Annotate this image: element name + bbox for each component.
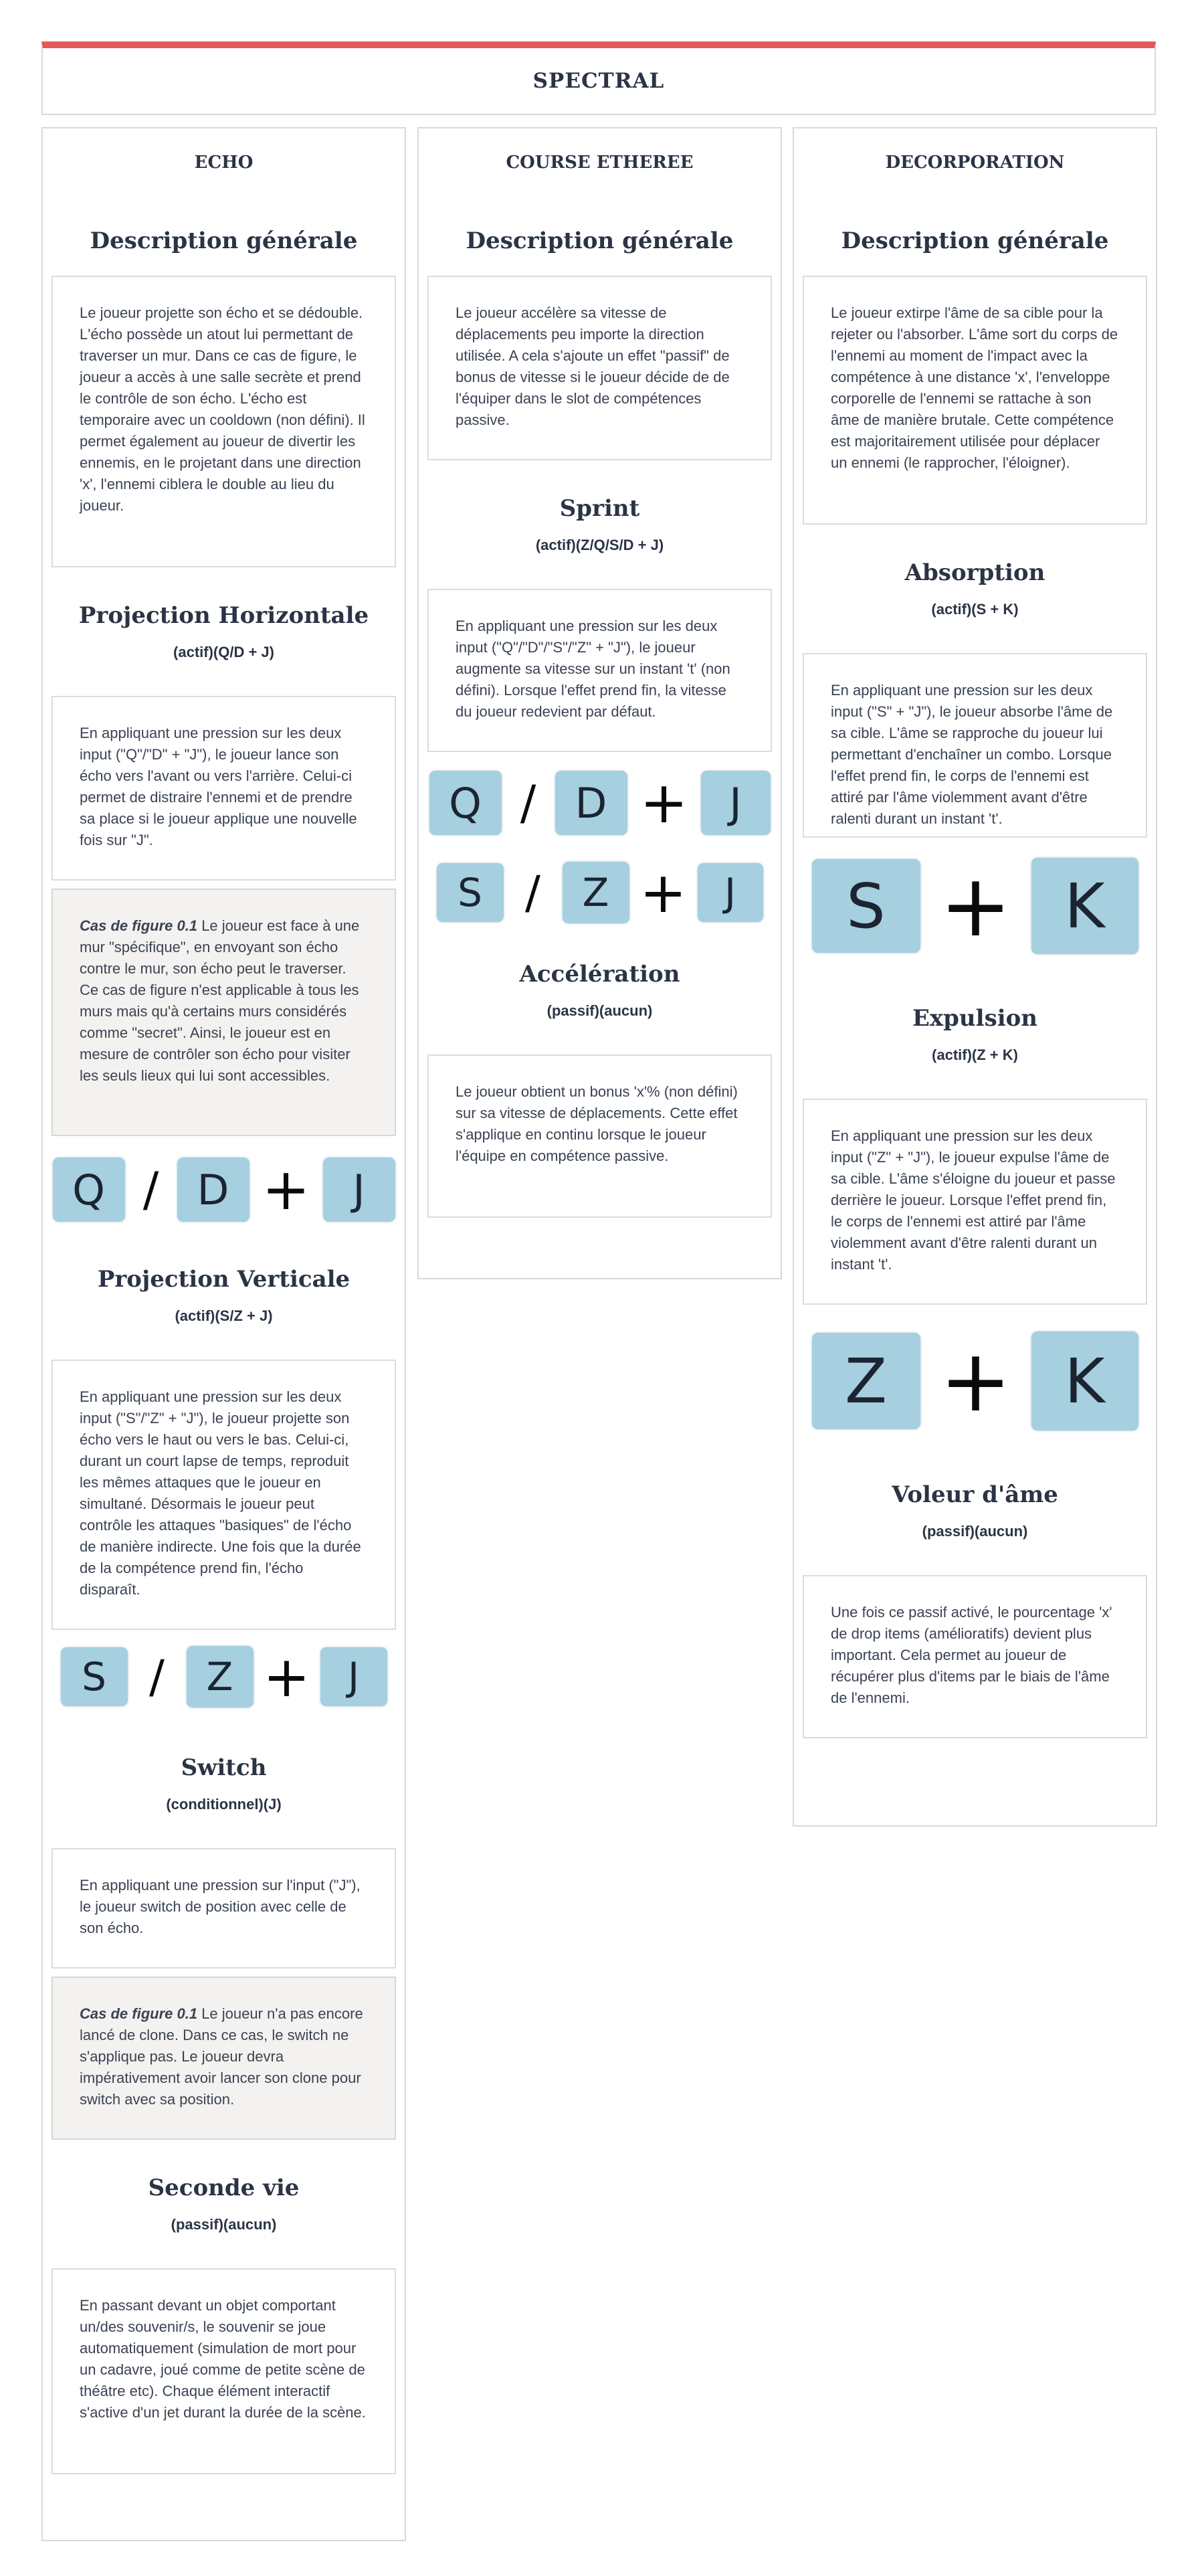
key-k: K	[1031, 858, 1138, 954]
plus-symbol: +	[939, 856, 1012, 956]
plus-symbol: +	[262, 1156, 310, 1223]
key-combo	[803, 1331, 1147, 1431]
slash-symbol: /	[149, 1650, 165, 1704]
plus-symbol: +	[639, 860, 687, 925]
case-box	[52, 889, 396, 1136]
section-subtitle: (actif)(Z/Q/S/D + J)	[535, 537, 664, 553]
key-d: D	[555, 771, 627, 835]
section-subtitle: (passif)(aucun)	[171, 2216, 277, 2233]
section-title: Expulsion	[912, 1005, 1038, 1032]
slash-symbol: /	[525, 866, 540, 919]
description-box: Une fois ce passif activé, le pourcentage 'x' de drop items (amélioratifs) devient plus important. Cela permet au joueur de récupérer plus d'items par le biais de l'âme de l'ennemi.	[803, 1575, 1147, 1738]
key-combo	[52, 1158, 396, 1222]
key-q: Q	[429, 771, 502, 835]
column-echo	[41, 127, 406, 2541]
description-box: En appliquant une pression sur les deux input ("Q"/"D"/"S"/"Z" + "J"), le joueur augmente sa vitesse sur un instant 't' (non défini). Lorsque l'effet prend fin, la vitesse du joueur redevient par défaut.	[427, 589, 772, 752]
key-q: Q	[53, 1158, 125, 1222]
plus-symbol: +	[939, 1331, 1012, 1431]
key-d: D	[177, 1158, 250, 1222]
key-j: J	[323, 1158, 395, 1222]
key-z: Z	[563, 862, 629, 923]
key-z: Z	[187, 1646, 254, 1708]
key-j: J	[701, 771, 771, 835]
section-subtitle: (conditionnel)(J)	[166, 1796, 282, 1813]
case-text: Le joueur est face à une mur "spécifique", en envoyant son écho contre le mur, son écho peut le traverser. Ce cas de figure n'est applicable à tous les murs mais qu'à certains murs considérés comme "secret". Ainsi, le joueur est en mesure de contrôler son écho pour visiter les seuls lieux qui lui sont accessibles.	[80, 917, 360, 1084]
page-title: SPECTRAL	[532, 69, 665, 93]
key-s: S	[437, 863, 504, 922]
column-title: DECORPORATION	[885, 153, 1065, 173]
section-title: Projection Horizontale	[78, 602, 369, 629]
section-title: Absorption	[904, 559, 1045, 586]
column-course-etheree	[417, 127, 782, 1279]
description-box: En appliquant une pression sur les deux input ("S"/"Z" + "J"), le joueur projette son écho vers le haut ou vers le bas. Celui-ci, durant un court lapse de temps, reproduit les mêmes attaques que le joueur en simultané. Désormais le joueur peut contrôle les attaques "basiques" de l'écho de manière indirecte. Une fois que la durée de la compétence prend fin, l'écho disparaît.	[52, 1360, 396, 1630]
description-box: En passant devant un objet comportant un/des souvenir/s, le souvenir se joue automatiquement (simulation de mort pour un cadavre, joué comme de petite scène de théâtre etc). Chaque élément interactif s'active d'un jet durant la durée de la scène.	[52, 2268, 396, 2474]
key-k: K	[1031, 1331, 1138, 1431]
case-text: Le joueur n'a pas encore lancé de clone. Dans ce cas, le switch ne s'applique pas. Le joueur devra impérativement avoir lancer son clone pour switch avec sa position.	[80, 2005, 363, 2108]
section-title: Accélération	[519, 961, 680, 988]
section-subtitle: (passif)(aucun)	[922, 1523, 1028, 1540]
section-subtitle: (actif)(S/Z + J)	[175, 1307, 273, 1324]
section-title: Projection Verticale	[97, 1266, 351, 1293]
section-subtitle: (actif)(S + K)	[931, 601, 1019, 618]
key-z: Z	[812, 1333, 920, 1429]
key-j: J	[320, 1647, 387, 1706]
key-combo	[803, 858, 1147, 954]
section-title: Seconde vie	[148, 2175, 300, 2201]
section-title: Sprint	[559, 495, 640, 522]
description-box: En appliquant une pression sur les deux input ("Z" + "J"), le joueur expulse l'âme de sa cible. L'âme s'éloigne du joueur et passe derrière le joueur. Lorsque l'effet prend fin, le corps de l'ennemi est attiré par l'âme violemment avant d'être ralenti durant un instant 't'.	[803, 1099, 1147, 1305]
key-s: S	[61, 1647, 128, 1706]
case-label: Cas de figure 0.1	[80, 2005, 198, 2022]
column-title: ECHO	[194, 153, 254, 173]
key-combo	[427, 771, 772, 835]
description-box: En appliquant une pression sur les deux input ("Q"/"D" + "J"), le joueur lance son écho vers l'avant ou vers l'arrière. Celui-ci permet de distraire l'ennemi et de prendre sa place si le joueur applique une nouvelle fois sur "J".	[52, 696, 396, 881]
description-box: Le joueur extirpe l'âme de sa cible pour la rejeter ou l'absorber. L'âme sort du corps de l'ennemi au moment de l'impact avec la compétence à une distance 'x', l'enveloppe corporelle de l'ennemi se rattache à son âme de manière brutale. Cette compétence est majoritairement utilisée pour déplacer un ennemi (le rapprocher, l'éloigner).	[803, 276, 1147, 525]
slash-symbol: /	[142, 1162, 159, 1217]
key-combo	[427, 862, 772, 923]
description-box: En appliquant une pression sur les deux input ("S" + "J"), le joueur absorbe l'âme de sa cible. L'âme se rapproche du joueur lui permettant d'enchaîner un combo. Lorsque l'effet prend fin, le corps de l'ennemi est attiré par l'âme violemment avant d'être ralenti durant un instant 't'.	[803, 653, 1147, 838]
section-title: Description générale	[841, 227, 1109, 254]
case-box	[52, 1976, 396, 2140]
column-title: COURSE ETHEREE	[506, 153, 694, 173]
key-j: J	[698, 863, 763, 922]
section-title: Description générale	[90, 227, 358, 254]
section-title: Switch	[181, 1754, 267, 1781]
description-box: Le joueur accélère sa vitesse de déplacements peu importe la direction utilisée. A cela s'ajoute un effet "passif" de bonus de vitesse si le joueur décide de de l'équiper dans le slot de compétences passive.	[427, 276, 772, 460]
case-label: Cas de figure 0.1	[80, 917, 198, 934]
page-header	[41, 41, 1156, 115]
section-subtitle: (actif)(Q/D + J)	[173, 644, 274, 660]
section-title: Description générale	[466, 227, 734, 254]
section-subtitle: (passif)(aucun)	[546, 1002, 653, 1019]
description-box: Le joueur obtient un bonus 'x'% (non défini) sur sa vitesse de déplacements. Cette effet s'applique en continu lorsque le joueur l'équipe en compétence passive.	[427, 1054, 772, 1218]
description-box: Le joueur projette son écho et se dédouble. L'écho possède un atout lui permettant de traverser un mur. Dans ce cas de figure, le joueur a accès à une salle secrète et prend le contrôle de son écho. L'écho est temporaire avec un cooldown (non défini). Il permet également au joueur de divertir les ennemis, en le projetant dans une direction 'x', l'ennemi ciblera le double au lieu du joueur.	[52, 276, 396, 567]
description-box: En appliquant une pression sur l'input ("J"), le joueur switch de position avec celle de son écho.	[52, 1848, 396, 1968]
slash-symbol: /	[520, 775, 536, 830]
key-s: S	[812, 859, 920, 953]
section-subtitle: (actif)(Z + K)	[932, 1046, 1018, 1063]
column-decorporation	[793, 127, 1157, 1827]
plus-symbol: +	[263, 1644, 310, 1710]
key-combo	[52, 1646, 396, 1708]
plus-symbol: +	[639, 769, 688, 836]
section-title: Voleur d'âme	[892, 1481, 1058, 1508]
